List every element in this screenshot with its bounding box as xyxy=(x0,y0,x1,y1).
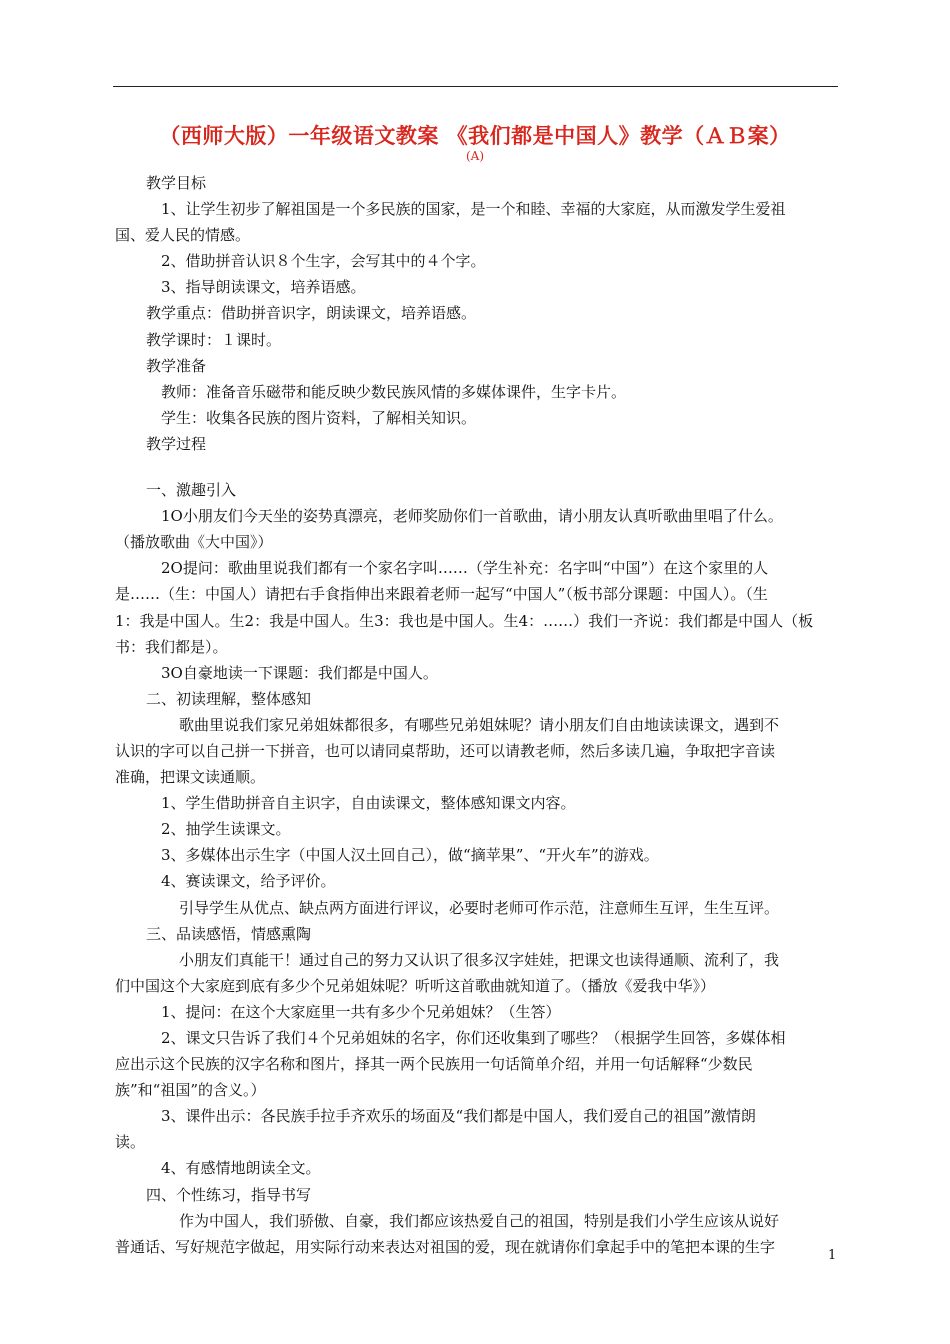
text-line: 教师：准备音乐磁带和能反映少数民族风情的多媒体课件，生字卡片。 xyxy=(161,382,627,401)
text-line: 作为中国人，我们骄傲、自豪，我们都应该热爱自己的祖国，特别是我们小学生应该从说好 xyxy=(179,1211,780,1230)
text-line: 国、爱人民的情感。 xyxy=(115,226,251,245)
text-line: 3O自豪地读一下课题：我们都是中国人。 xyxy=(161,663,438,682)
text-line: 3、多媒体出示生字（中国人汉土回自己），做“摘苹果”、“开火车”的游戏。 xyxy=(161,846,659,865)
text-line: 是……（生：中国人）请把右手食指伸出来跟着老师一起写“中国人”（板书部分课题：中国人）。（生 xyxy=(115,585,768,604)
text-line: 小朋友们真能干！通过自己的努力又认识了很多汉字娃娃，把课文也读得通顺、流利了，我 xyxy=(179,950,780,969)
blank-line xyxy=(115,457,837,477)
text-line: 引导学生从优点、缺点两方面进行评议，必要时老师可作示范，注意师生互评，生生互评。 xyxy=(179,898,780,917)
text-line: 教学重点：借助拼音识字，朗读课文，培养语感。 xyxy=(146,304,477,323)
document-body xyxy=(115,170,837,1260)
text-line: 教学目标 xyxy=(146,174,207,192)
text-line: 歌曲里说我们家兄弟姐妹都很多，有哪些兄弟姐妹呢？请小朋友们自由地读读课文，遇到不 xyxy=(179,715,780,734)
text-line: 2O提问：歌曲里说我们都有一个家名字叫……（学生补充：名字叫“中国”）在这个家里的人 xyxy=(161,559,769,578)
text-line: 普通话、写好规范字做起，用实际行动来表达对祖国的爱，现在就请你们拿起手中的笔把本课的生字 xyxy=(115,1237,776,1256)
text-line: 四、个性练习，指导书写 xyxy=(146,1185,312,1204)
text-line: 教学课时：１课时。 xyxy=(146,330,282,349)
text-line: 2、抽学生读课文。 xyxy=(161,820,291,839)
text-line: 4、赛读课文，给予评价。 xyxy=(161,872,336,891)
text-line: 教学过程 xyxy=(146,434,207,453)
text-line: 认识的字可以自己拼一下拼音，也可以请同桌帮助，还可以请教老师，然后多读几遍，争取把字音读 xyxy=(115,741,776,760)
text-line: 三、品读感悟，情感熏陶 xyxy=(146,924,312,943)
text-line: 4、有感情地朗读全文。 xyxy=(161,1159,321,1178)
text-line: 1O小朋友们今天坐的姿势真漂亮，老师奖励你们一首歌曲，请小朋友认真听歌曲里唱了什么。 xyxy=(161,507,783,526)
text-line: 应出示这个民族的汉字名称和图片，择其一两个民族用一句话简单介绍，并用一句话解释“少数民 xyxy=(115,1055,753,1074)
document-subtitle: (A) xyxy=(465,149,485,163)
document-title: （西师大版）一年级语文教案 《我们都是中国人》教学（ＡＢ案） xyxy=(159,123,791,148)
header-rule xyxy=(113,86,838,87)
text-line: （播放歌曲《大中国》） xyxy=(115,533,273,552)
text-line: 们中国这个大家庭到底有多少个兄弟姐妹呢？听听这首歌曲就知道了。（播放《爱我中华》） xyxy=(115,976,716,995)
text-line: 1、让学生初步了解祖国是一个多民族的国家，是一个和睦、幸福的大家庭，从而激发学生爱祖 xyxy=(161,200,786,219)
text-line: 学生：收集各民族的图片资料，了解相关知识。 xyxy=(161,408,477,427)
text-line: 3、课件出示：各民族手拉手齐欢乐的场面及“我们都是中国人，我们爱自己的祖国”激情朗 xyxy=(161,1107,756,1126)
text-line: 书：我们都是）。 xyxy=(115,637,228,656)
text-line: 读。 xyxy=(115,1133,146,1152)
text-line: 2、课文只告诉了我们４个兄弟姐妹的名字，你们还收集到了哪些？（根据学生回答，多媒体相 xyxy=(161,1029,786,1047)
text-line: 1：我是中国人。生2：我是中国人。生3：我也是中国人。生4：……）我们一齐说：我们都是中国人（板 xyxy=(115,611,814,630)
text-line: 一、激趣引入 xyxy=(146,481,237,500)
text-line: 1、学生借助拼音自主识字，自由读课文，整体感知课文内容。 xyxy=(161,794,576,813)
text-line: 族”和“祖国”的含义。） xyxy=(115,1081,266,1100)
text-line: 3、指导朗读课文，培养语感。 xyxy=(161,278,366,297)
text-line: 二、初读理解，整体感知 xyxy=(146,689,312,708)
text-line: 2、借助拼音认识８个生字，会写其中的４个字。 xyxy=(161,252,486,271)
text-line: 准确，把课文读通顺。 xyxy=(115,768,266,787)
text-line: 教学准备 xyxy=(146,356,207,375)
text-line: 1、提问：在这个大家庭里一共有多少个兄弟姐妹？（生答） xyxy=(161,1002,561,1021)
page-number: 1 xyxy=(828,1248,837,1263)
